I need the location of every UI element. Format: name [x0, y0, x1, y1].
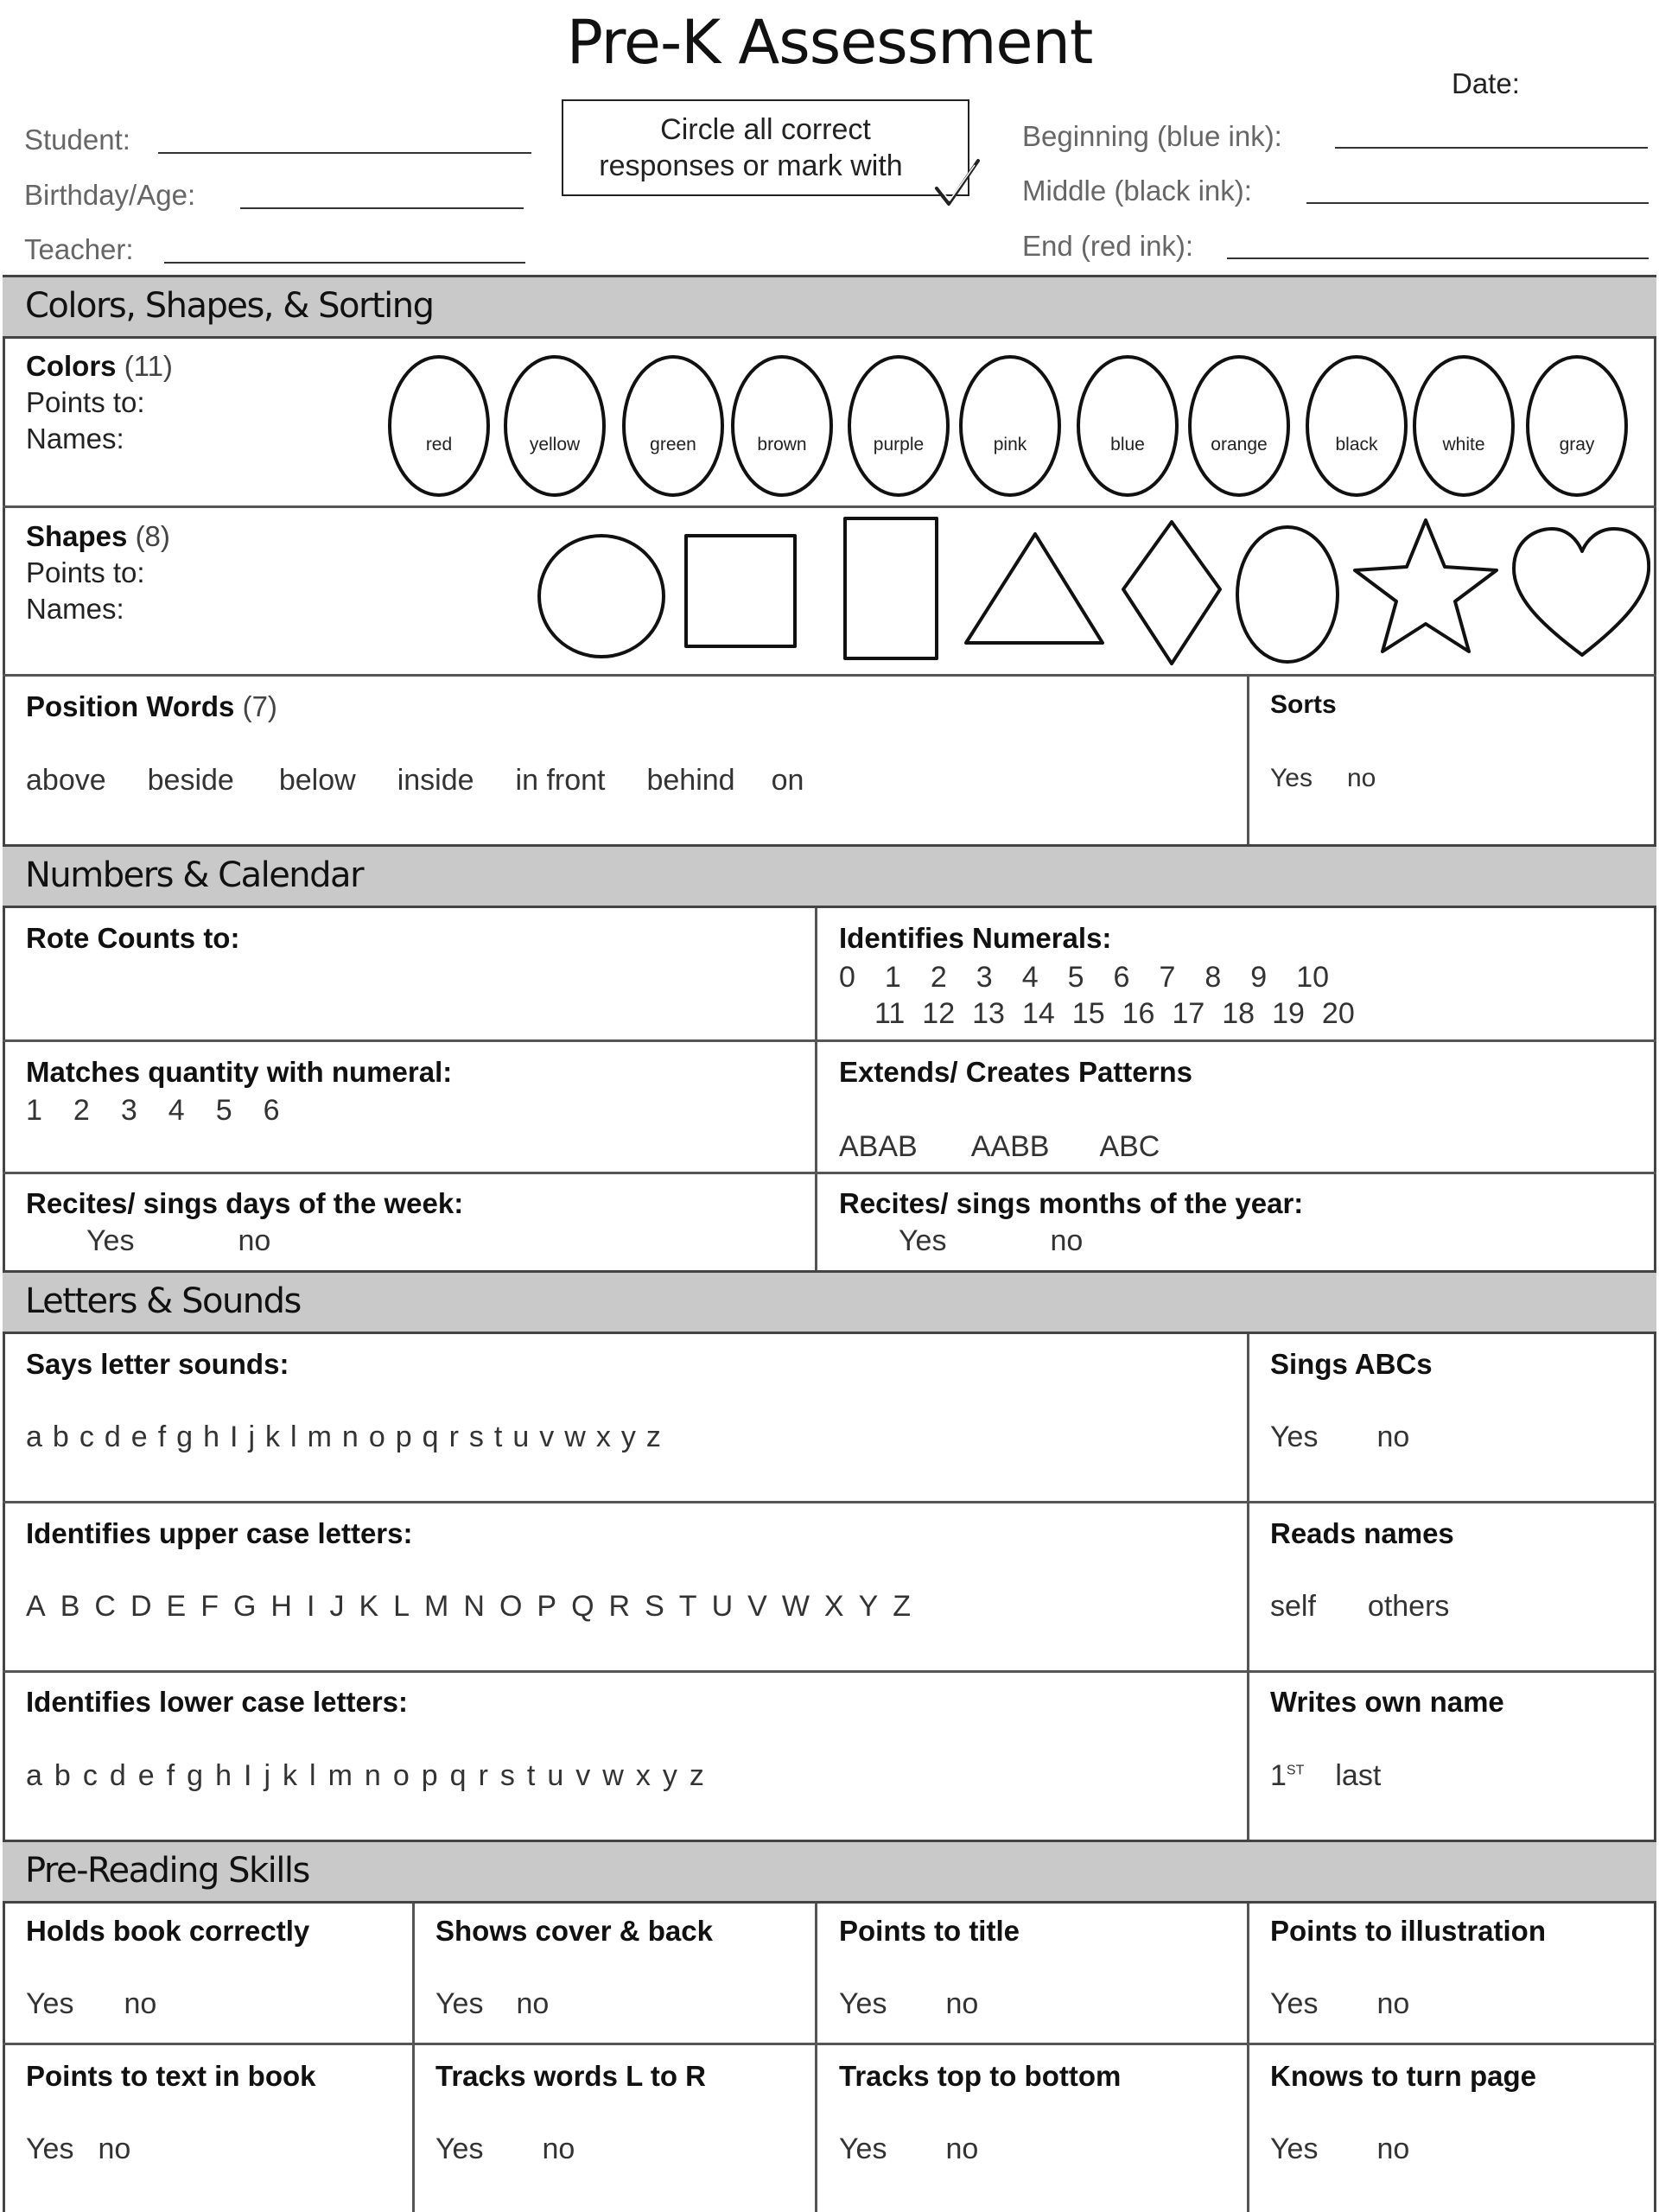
- upper-case-list: [26, 1590, 911, 1624]
- letter-option[interactable]: f: [157, 1421, 167, 1453]
- shapes-label: Shapes (8): [26, 520, 170, 552]
- word-option[interactable]: above: [26, 764, 106, 797]
- teacher-field[interactable]: [164, 262, 525, 264]
- divider: [412, 1904, 415, 2212]
- number-option[interactable]: 6: [263, 1094, 280, 1127]
- star-icon: [1355, 520, 1497, 652]
- letter-option[interactable]: s: [499, 1759, 515, 1792]
- letter-option[interactable]: v: [539, 1421, 555, 1453]
- numeral-option[interactable]: 8: [1205, 961, 1222, 994]
- sorts-label: Sorts: [1270, 690, 1337, 719]
- last-option[interactable]: last: [1335, 1759, 1382, 1792]
- yes-option[interactable]: Yes: [899, 1224, 947, 1257]
- letter-option[interactable]: l: [290, 1421, 297, 1453]
- first-option[interactable]: [1270, 1759, 1304, 1793]
- letter-option[interactable]: n: [364, 1759, 381, 1792]
- beginning-field[interactable]: [1335, 147, 1648, 149]
- color-oval-pink[interactable]: [961, 357, 1059, 495]
- prereading-skill-label: Tracks words L to R: [435, 2060, 706, 2092]
- no-option[interactable]: no: [542, 2133, 575, 2165]
- rectangle-icon: [845, 518, 937, 658]
- letter-option[interactable]: U: [711, 1590, 734, 1623]
- reads-names-options: [1270, 1590, 1449, 1624]
- matches-quantity-label: Matches quantity with numeral:: [26, 1056, 453, 1088]
- color-name: white: [1442, 435, 1485, 454]
- letter-option[interactable]: a: [26, 1421, 42, 1453]
- oval-shape: [624, 357, 722, 495]
- upper-case-label: Identifies upper case letters:: [26, 1517, 413, 1549]
- color-oval-purple[interactable]: [849, 357, 948, 495]
- letter-option[interactable]: q: [422, 1421, 439, 1453]
- letter-option[interactable]: W: [781, 1590, 810, 1623]
- yes-option[interactable]: Yes: [1270, 764, 1313, 792]
- letter-option[interactable]: r: [478, 1759, 488, 1792]
- prereading-options: [435, 1987, 549, 2021]
- end-field[interactable]: [1227, 257, 1649, 259]
- yes-option[interactable]: Yes: [435, 1987, 484, 2020]
- letter-option[interactable]: t: [493, 1421, 503, 1453]
- letter-option[interactable]: C: [94, 1590, 116, 1623]
- color-oval-black[interactable]: [1307, 357, 1406, 495]
- section-header-prereading: Pre-Reading Skills: [3, 1840, 1656, 1904]
- position-words-list: [26, 764, 804, 798]
- section-header-numbers: Numbers & Calendar: [3, 844, 1656, 908]
- date-label: Date:: [1452, 67, 1520, 99]
- numeral-option[interactable]: 0: [839, 961, 855, 994]
- numeral-option[interactable]: 7: [1159, 961, 1176, 994]
- identifies-numerals-label: Identifies Numerals:: [839, 922, 1112, 954]
- prereading-options: [839, 2133, 978, 2166]
- number-option[interactable]: 5: [215, 1094, 232, 1127]
- square-icon: [686, 536, 795, 646]
- letter-sounds-list: [26, 1421, 661, 1454]
- letter-option[interactable]: S: [645, 1590, 664, 1623]
- number-option[interactable]: 3: [120, 1094, 137, 1127]
- color-name: yellow: [529, 435, 581, 454]
- birthday-label: Birthday/Age:: [24, 179, 196, 211]
- oval-shape: [1078, 357, 1177, 495]
- no-option[interactable]: no: [1050, 1224, 1084, 1257]
- number-option[interactable]: 4: [168, 1094, 185, 1127]
- color-oval-gray[interactable]: [1528, 357, 1626, 495]
- beginning-label: Beginning (blue ink):: [1022, 120, 1282, 152]
- letter-option[interactable]: I: [243, 1759, 252, 1792]
- color-name: black: [1335, 435, 1378, 454]
- prereading-options: [1270, 1987, 1409, 2021]
- days-of-week-label: Recites/ sings days of the week:: [26, 1187, 464, 1219]
- yes-option[interactable]: Yes: [435, 2133, 484, 2165]
- letter-option[interactable]: c: [82, 1759, 98, 1792]
- color-name: green: [650, 435, 696, 454]
- letter-option[interactable]: R: [608, 1590, 631, 1623]
- color-oval-orange[interactable]: [1190, 357, 1288, 495]
- middle-field[interactable]: [1306, 202, 1649, 204]
- oval-shape: [1307, 357, 1406, 495]
- numeral-option[interactable]: 14: [1021, 997, 1055, 1030]
- abc-options: [1270, 1421, 1409, 1454]
- letter-option[interactable]: Q: [571, 1590, 594, 1623]
- section-header-letters: Letters & Sounds: [3, 1270, 1656, 1334]
- colors-names-label: Names:: [26, 423, 124, 454]
- color-name: pink: [993, 435, 1027, 454]
- letter-option[interactable]: Z: [893, 1590, 912, 1623]
- color-ovals: [380, 350, 1650, 505]
- divider: [3, 1501, 1656, 1503]
- prereading-skill-label: Tracks top to bottom: [839, 2060, 1122, 2092]
- color-oval-blue[interactable]: [1078, 357, 1177, 495]
- letter-option[interactable]: x: [595, 1421, 611, 1453]
- color-oval-green[interactable]: [624, 357, 722, 495]
- divider: [3, 1172, 1656, 1174]
- numeral-option[interactable]: 4: [1021, 961, 1039, 994]
- no-option[interactable]: no: [1376, 1421, 1410, 1453]
- yes-option[interactable]: Yes: [26, 2133, 74, 2165]
- oval-shape: [733, 357, 831, 495]
- prereading-options: [26, 2133, 130, 2166]
- yes-option[interactable]: Yes: [1270, 1987, 1319, 2020]
- first-number: 1: [1270, 1759, 1287, 1792]
- self-option[interactable]: self: [1270, 1590, 1316, 1623]
- numeral-option[interactable]: 19: [1272, 997, 1305, 1030]
- letter-option[interactable]: p: [395, 1421, 412, 1453]
- letter-option[interactable]: j: [264, 1759, 270, 1792]
- prereading-options: [839, 1987, 978, 2021]
- color-oval-red[interactable]: [390, 357, 488, 495]
- letter-option[interactable]: E: [166, 1590, 187, 1623]
- letter-option[interactable]: s: [468, 1421, 484, 1453]
- numeral-option[interactable]: 16: [1122, 997, 1155, 1030]
- letter-option[interactable]: M: [424, 1590, 449, 1623]
- numeral-option[interactable]: 12: [922, 997, 956, 1030]
- letter-option[interactable]: v: [575, 1759, 591, 1792]
- sorts-options: [1270, 764, 1376, 793]
- oval-shape: [1414, 357, 1513, 495]
- no-option[interactable]: no: [516, 1987, 550, 2020]
- letter-option[interactable]: g: [187, 1759, 204, 1792]
- numeral-option[interactable]: 1: [884, 961, 901, 994]
- numeral-option[interactable]: 2: [930, 961, 947, 994]
- others-option[interactable]: others: [1367, 1590, 1450, 1623]
- oval-shape: [1528, 357, 1626, 495]
- prereading-options: [26, 1987, 156, 2021]
- letter-option[interactable]: d: [109, 1759, 126, 1792]
- color-name: purple: [873, 435, 925, 454]
- letter-option[interactable]: q: [449, 1759, 467, 1792]
- oval-shape: [1190, 357, 1288, 495]
- color-name: brown: [757, 435, 807, 454]
- instructions-line: responses or mark with: [599, 149, 903, 182]
- word-option[interactable]: beside: [147, 764, 234, 797]
- divider: [3, 505, 1656, 508]
- numeral-option[interactable]: 11: [874, 997, 906, 1030]
- colors-points-label: Points to:: [26, 386, 145, 418]
- letter-option[interactable]: k: [265, 1421, 280, 1453]
- divider: [3, 1039, 1656, 1042]
- writes-name-options: [1270, 1759, 1381, 1793]
- oval-shape: [961, 357, 1059, 495]
- no-option[interactable]: no: [238, 1224, 271, 1257]
- first-suffix: ST: [1286, 1763, 1305, 1778]
- no-option[interactable]: no: [1346, 764, 1376, 792]
- color-oval-white[interactable]: [1414, 357, 1513, 495]
- number-option[interactable]: 1: [26, 1094, 42, 1127]
- shapes-names-label: Names:: [26, 593, 124, 625]
- patterns-label: Extends/ Creates Patterns: [839, 1056, 1193, 1088]
- letter-option[interactable]: r: [448, 1421, 459, 1453]
- yes-option[interactable]: Yes: [1270, 2133, 1319, 2165]
- shapes-points-label: Points to:: [26, 556, 145, 588]
- letter-option[interactable]: m: [327, 1759, 353, 1792]
- letter-option[interactable]: I: [306, 1590, 315, 1623]
- letter-option[interactable]: N: [463, 1590, 485, 1623]
- months-of-year-label: Recites/ sings months of the year:: [839, 1187, 1304, 1219]
- letter-option[interactable]: O: [499, 1590, 523, 1623]
- color-oval-yellow[interactable]: [505, 357, 604, 495]
- numeral-option[interactable]: 9: [1250, 961, 1268, 994]
- writes-name-label: Writes own name: [1270, 1686, 1504, 1718]
- word-option[interactable]: on: [771, 764, 804, 797]
- reads-names-label: Reads names: [1270, 1517, 1454, 1549]
- oval-shape: [390, 357, 488, 495]
- letter-option[interactable]: G: [232, 1590, 257, 1623]
- lower-case-label: Identifies lower case letters:: [26, 1686, 409, 1718]
- word-option[interactable]: below: [278, 764, 356, 797]
- numeral-option[interactable]: 13: [972, 997, 1005, 1030]
- letter-option[interactable]: A: [26, 1590, 46, 1623]
- letter-option[interactable]: L: [393, 1590, 410, 1623]
- page-title: Pre-K Assessment: [566, 7, 1093, 78]
- days-options: [86, 1224, 270, 1258]
- letter-option[interactable]: u: [547, 1759, 564, 1792]
- numeral-option[interactable]: 17: [1172, 997, 1205, 1030]
- teacher-label: Teacher:: [24, 233, 134, 265]
- position-words-label: Position Words (7): [26, 690, 277, 722]
- numeral-option[interactable]: 5: [1067, 961, 1084, 994]
- color-name: blue: [1110, 435, 1145, 454]
- divider: [3, 2043, 1656, 2045]
- letter-option[interactable]: d: [104, 1421, 121, 1453]
- letter-option[interactable]: I: [229, 1421, 238, 1453]
- word-option[interactable]: inside: [397, 764, 474, 797]
- yes-option[interactable]: Yes: [1270, 1421, 1319, 1453]
- numeral-option[interactable]: 10: [1296, 961, 1330, 994]
- color-oval-brown[interactable]: [733, 357, 831, 495]
- letter-option[interactable]: e: [137, 1759, 155, 1792]
- rote-counts-label: Rote Counts to:: [26, 922, 240, 954]
- letter-option[interactable]: z: [689, 1759, 704, 1792]
- letter-option[interactable]: f: [166, 1759, 175, 1792]
- prereading-skill-label: Points to text in book: [26, 2060, 316, 2092]
- letter-option[interactable]: t: [526, 1759, 536, 1792]
- oval-icon: [1237, 527, 1338, 662]
- oval-shape: [505, 357, 604, 495]
- word-option[interactable]: in front: [515, 764, 606, 797]
- letter-option[interactable]: X: [823, 1590, 844, 1623]
- birthday-field[interactable]: [240, 207, 524, 209]
- yes-option[interactable]: Yes: [86, 1224, 135, 1257]
- letter-option[interactable]: z: [645, 1421, 661, 1453]
- letter-option[interactable]: b: [54, 1759, 71, 1792]
- no-option[interactable]: no: [1376, 1987, 1410, 2020]
- letter-option[interactable]: y: [620, 1421, 636, 1453]
- number-option[interactable]: 2: [73, 1094, 90, 1127]
- letter-option[interactable]: T: [678, 1590, 697, 1623]
- letter-option[interactable]: a: [26, 1759, 42, 1792]
- letter-option[interactable]: o: [392, 1759, 410, 1792]
- yes-option[interactable]: Yes: [839, 2133, 887, 2165]
- colors-label: Colors (11): [26, 350, 173, 382]
- letter-option[interactable]: B: [60, 1590, 80, 1623]
- letter-option[interactable]: H: [270, 1590, 292, 1623]
- letter-option[interactable]: o: [368, 1421, 385, 1453]
- sings-abcs-label: Sings ABCs: [1270, 1348, 1433, 1380]
- letter-option[interactable]: x: [635, 1759, 651, 1792]
- prereading-skill-label: Knows to turn page: [1270, 2060, 1536, 2092]
- color-name: red: [425, 435, 453, 454]
- letter-option[interactable]: w: [564, 1421, 586, 1453]
- divider: [3, 1670, 1656, 1673]
- yes-option[interactable]: Yes: [839, 1987, 887, 2020]
- diamond-icon: [1123, 522, 1220, 664]
- letter-option[interactable]: e: [130, 1421, 148, 1453]
- no-option[interactable]: no: [1376, 2133, 1410, 2165]
- numeral-option[interactable]: 6: [1113, 961, 1130, 994]
- letter-option[interactable]: w: [602, 1759, 624, 1792]
- no-option[interactable]: no: [945, 2133, 979, 2165]
- prereading-skill-label: Shows cover & back: [435, 1915, 713, 1947]
- end-label: End (red ink):: [1022, 230, 1194, 262]
- word-option[interactable]: behind: [646, 764, 735, 797]
- pattern-option[interactable]: ABAB: [839, 1130, 918, 1163]
- letter-option[interactable]: g: [176, 1421, 194, 1453]
- pattern-option[interactable]: ABC: [1099, 1130, 1160, 1163]
- letter-option[interactable]: n: [341, 1421, 359, 1453]
- numeral-option[interactable]: 3: [976, 961, 993, 994]
- letter-sounds-label: Says letter sounds:: [26, 1348, 289, 1380]
- shape-icons: [527, 510, 1650, 674]
- letter-option[interactable]: P: [537, 1590, 557, 1623]
- divider: [815, 1904, 817, 2212]
- numeral-option[interactable]: 18: [1222, 997, 1255, 1030]
- pattern-option[interactable]: AABB: [970, 1130, 1050, 1163]
- letter-option[interactable]: h: [203, 1421, 219, 1453]
- prereading-skill-label: Holds book correctly: [26, 1915, 310, 1947]
- letter-option[interactable]: l: [309, 1759, 316, 1792]
- checkmark-icon: [933, 156, 982, 211]
- instructions-line: Circle all correct: [660, 113, 871, 146]
- divider: [3, 674, 1656, 677]
- letter-option[interactable]: V: [747, 1590, 767, 1623]
- oval-shape: [849, 357, 948, 495]
- heart-icon: [1514, 529, 1649, 655]
- letter-option[interactable]: p: [421, 1759, 438, 1792]
- letter-option[interactable]: D: [130, 1590, 152, 1623]
- middle-label: Middle (black ink):: [1022, 175, 1252, 207]
- instructions-box: [562, 99, 969, 196]
- letter-option[interactable]: c: [79, 1421, 94, 1453]
- color-name: orange: [1211, 435, 1268, 454]
- color-name: gray: [1559, 435, 1595, 454]
- section-header-colors-shapes: Colors, Shapes, & Sorting: [3, 275, 1656, 339]
- letter-option[interactable]: Y: [858, 1590, 879, 1623]
- numeral-option[interactable]: 15: [1071, 997, 1105, 1030]
- student-field[interactable]: [158, 152, 531, 154]
- letter-option[interactable]: u: [512, 1421, 530, 1453]
- matches-numbers: [26, 1094, 280, 1128]
- divider: [1247, 1334, 1249, 1842]
- letter-option[interactable]: K: [359, 1590, 379, 1623]
- triangle-icon: [966, 534, 1103, 643]
- circle-icon: [539, 536, 664, 657]
- numerals-row: [874, 997, 1355, 1031]
- letter-option[interactable]: j: [248, 1421, 255, 1453]
- letter-option[interactable]: J: [329, 1590, 345, 1623]
- numeral-option[interactable]: 20: [1321, 997, 1355, 1030]
- letter-option[interactable]: b: [52, 1421, 69, 1453]
- letter-option[interactable]: F: [200, 1590, 219, 1623]
- student-label: Student:: [24, 124, 130, 156]
- divider: [815, 908, 817, 1273]
- divider: [1247, 1904, 1249, 2212]
- letter-option[interactable]: h: [215, 1759, 232, 1792]
- divider: [1247, 674, 1249, 847]
- letter-option[interactable]: y: [662, 1759, 677, 1792]
- no-option[interactable]: no: [124, 1987, 157, 2020]
- months-options: [899, 1224, 1083, 1258]
- letter-option[interactable]: k: [283, 1759, 297, 1792]
- letter-option[interactable]: m: [307, 1421, 332, 1453]
- prereading-skill-label: Points to illustration: [1270, 1915, 1546, 1947]
- numerals-row: [839, 961, 1329, 995]
- lower-case-list: [26, 1759, 704, 1793]
- prereading-options: [1270, 2133, 1409, 2166]
- no-option[interactable]: no: [945, 1987, 979, 2020]
- patterns-list: [839, 1130, 1160, 1164]
- prereading-options: [435, 2133, 575, 2166]
- no-option[interactable]: no: [98, 2133, 131, 2165]
- prereading-skill-label: Points to title: [839, 1915, 1020, 1947]
- yes-option[interactable]: Yes: [26, 1987, 74, 2020]
